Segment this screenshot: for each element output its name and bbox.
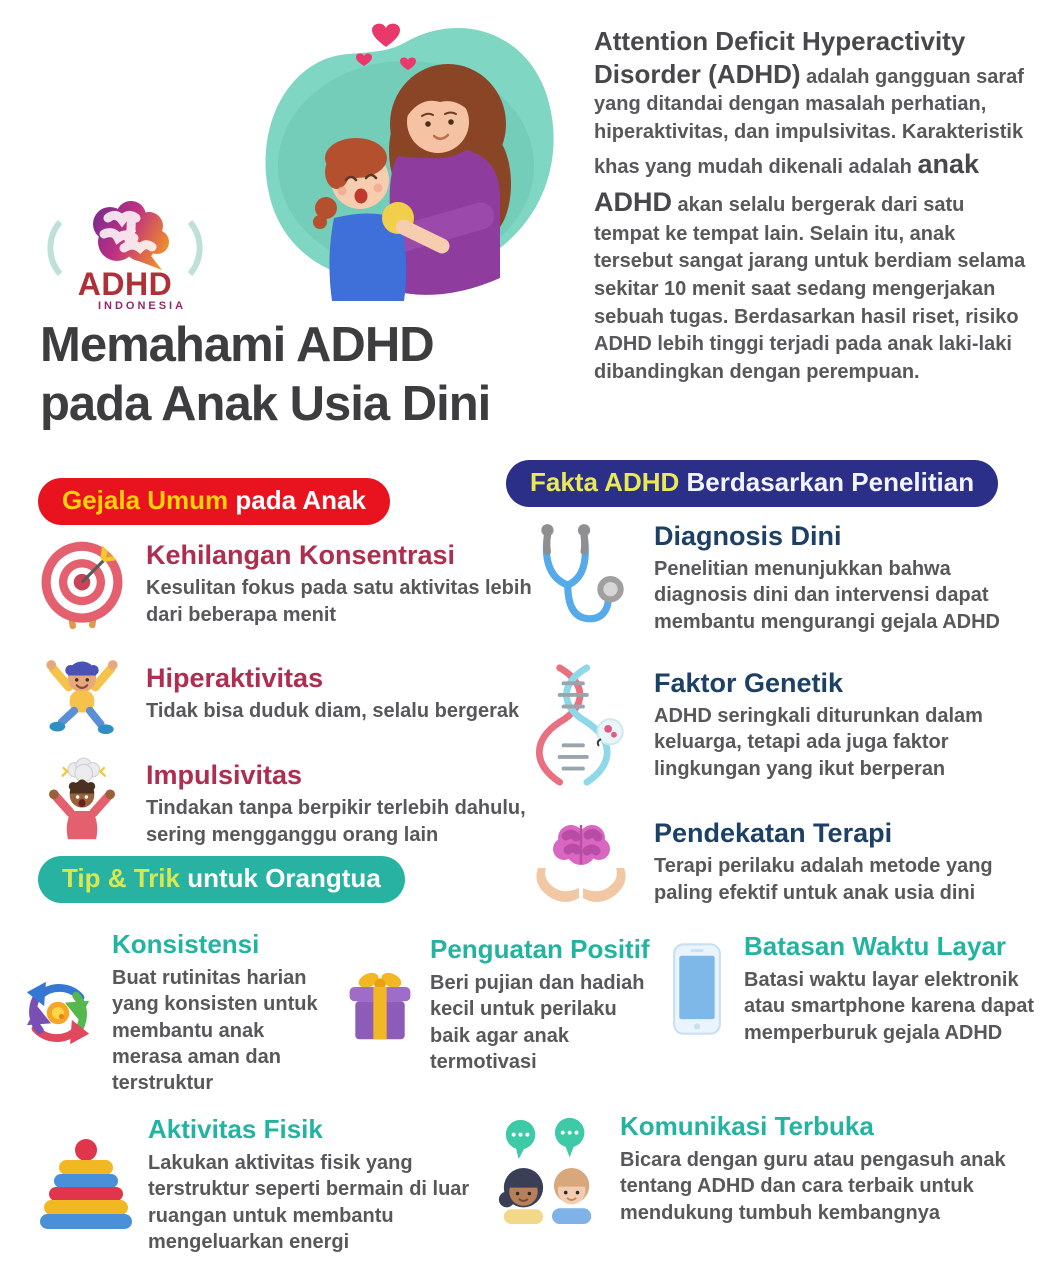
- cycle-arrows-icon: [12, 968, 104, 1058]
- tip-desc: Buat rutinitas harian yang konsisten untuk membantu anak merasa aman dan terstruktur: [112, 966, 318, 1095]
- brain-in-hands-icon: [518, 812, 644, 912]
- tip-title: Komunikasi Terbuka: [620, 1111, 874, 1141]
- tip-item-konsistensi: [12, 930, 342, 1097]
- children-talking-icon: [490, 1113, 610, 1225]
- gejala-item-konsentrasi: [34, 536, 539, 632]
- tip-desc: Beri pujian dan hadiah kecil untuk perilaku baik agar anak termotivasi: [430, 971, 645, 1074]
- tip-title: Penguatan Positif: [430, 934, 650, 964]
- gejala-item-title: Impulsivitas: [146, 760, 303, 791]
- tip-desc: Bicara dengan guru atau pengasuh anak tentang ADHD dan cara terbaik untuk mendukung tumbuh kembangnya: [620, 1148, 1006, 1224]
- tip-item-batasan-waktu-layar: [664, 932, 1039, 1046]
- gejala-item-desc: Tidak bisa duduk diam, selalu bergerak: [146, 700, 520, 723]
- tip-desc: Batasi waktu layar elektronik atau smartphone karena dapat memperburuk gejala ADHD: [744, 968, 1035, 1044]
- fakta-item-desc: Terapi perilaku adalah metode yang paling efektif untuk anak usia dini: [654, 855, 993, 904]
- gejala-header-highlight: Gejala Umum: [62, 485, 229, 515]
- intro-heading: Attention Deficit Hyperactivity Disorder (ADHD): [594, 26, 966, 89]
- section-header-gejala: [38, 478, 390, 525]
- gejala-item-desc: Tindakan tanpa berpikir terlebih dahulu, sering mengganggu orang lain: [146, 797, 526, 846]
- tip-title: Batasan Waktu Layar: [744, 931, 1007, 961]
- fakta-item-diagnosis: [518, 518, 1038, 638]
- tip-title: Aktivitas Fisik: [148, 1114, 323, 1144]
- fakta-item-genetik: [518, 662, 1038, 788]
- fakta-item-title: Faktor Genetik: [654, 667, 844, 698]
- tip-item-penguatan-positif: [340, 935, 660, 1075]
- intro-paragraph: [594, 26, 1026, 386]
- gift-icon: [340, 964, 420, 1046]
- logo-subtitle-text: INDONESIA: [97, 300, 187, 312]
- fakta-header-rest: Berdasarkan Penelitian: [679, 467, 975, 497]
- stethoscope-icon: [518, 518, 644, 638]
- logo-brand-text: ADHD: [77, 266, 173, 302]
- intro-text-1: adalah gangguan saraf yang ditandai dengan masalah perhatian, hiperaktivitas, dan impulsivitas. Karakteristik khas yang mudah dikenali adalah: [594, 65, 1024, 179]
- adhd-indonesia-logo: [30, 190, 220, 312]
- gejala-item-impulsivitas: [34, 756, 539, 852]
- fakta-item-desc: Penelitian menunjukkan bahwa diagnosis dini dan intervensi dapat membantu mengurangi gejala ADHD: [654, 557, 1000, 633]
- tip-title: Konsistensi: [112, 929, 260, 959]
- page-title-line1: Memahami ADHD: [40, 318, 434, 372]
- gejala-item-desc: Kesulitan fokus pada satu aktivitas lebih dari beberapa menit: [146, 577, 532, 626]
- stacking-rings-toy-icon: [36, 1136, 136, 1234]
- intro-bold-anak-adhd: anak ADHD: [594, 149, 979, 217]
- section-header-tips: [38, 856, 405, 903]
- gejala-item-hiperaktivitas: [34, 648, 539, 740]
- impulsive-child-icon: [34, 756, 130, 852]
- tip-item-aktivitas-fisik: [36, 1115, 506, 1255]
- smartphone-icon: [664, 942, 730, 1036]
- fakta-item-title: Pendekatan Terapi: [654, 818, 893, 849]
- fakta-item-desc: ADHD seringkali diturunkan dalam keluarga, tetapi ada juga faktor lingkungan yang ikut berperan: [654, 704, 983, 780]
- gejala-list: [34, 536, 539, 868]
- tips-header-rest: untuk Orangtua: [180, 863, 381, 893]
- gejala-item-title: Hiperaktivitas: [146, 663, 324, 694]
- fakta-item-title: Diagnosis Dini: [654, 520, 842, 551]
- gejala-item-title: Kehilangan Konsentrasi: [146, 540, 456, 571]
- tip-item-komunikasi-terbuka: [490, 1112, 1040, 1226]
- tip-desc: Lakukan aktivitas fisik yang terstruktur seperti bermain di luar ruangan untuk membantu mengeluarkan energi: [148, 1151, 470, 1254]
- intro-text-2: akan selalu bergerak dari satu tempat ke tempat lain. Selain itu, anak tersebut sangat jarang untuk berdiam selama sekitar 10 menit saat sedang mengerjakan sebuah tugas. Berdasarkan hasil riset, risiko ADHD lebih tinggi terjadi pada anak laki-laki dibandingkan dengan perempuan.: [594, 193, 1026, 383]
- section-header-fakta: [506, 460, 998, 507]
- tips-header-highlight: Tip & Trik: [62, 863, 180, 893]
- hyperactive-child-icon: [34, 648, 130, 740]
- mother-child-illustration: [236, 6, 568, 304]
- mother-hugging-child-icon: [236, 6, 568, 304]
- fakta-header-highlight: Fakta ADHD: [530, 467, 680, 497]
- fakta-item-terapi: [518, 812, 1038, 912]
- gejala-header-rest: pada Anak: [228, 485, 366, 515]
- fakta-list: [518, 518, 1038, 936]
- target-icon: [34, 536, 130, 632]
- page-title-line2: pada Anak Usia Dini: [40, 376, 491, 431]
- dna-icon: [518, 662, 644, 788]
- page-title: [40, 316, 585, 434]
